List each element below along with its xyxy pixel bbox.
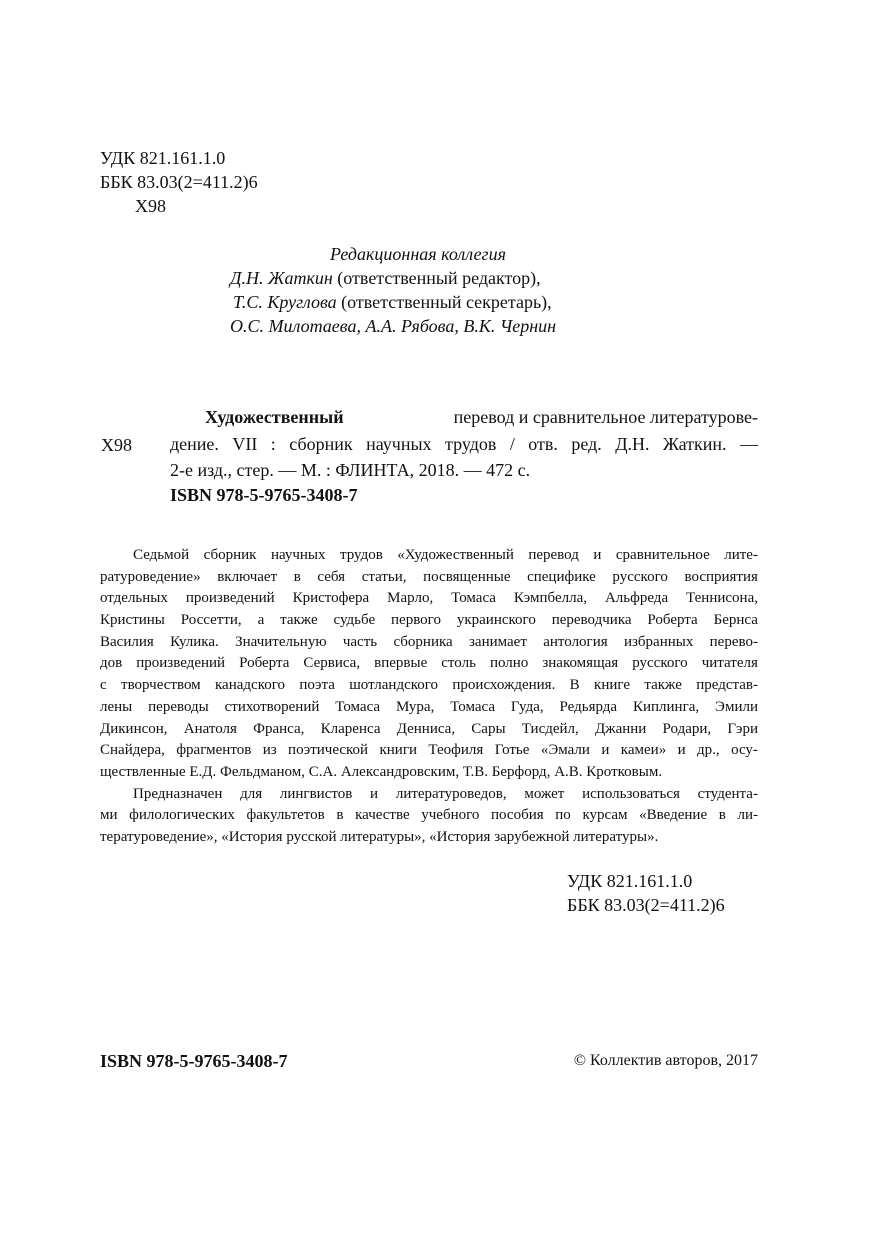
footer-isbn: ISBN 978-5-9765-3408-7 (100, 1051, 288, 1071)
udk-code: УДК 821.161.1.0 (567, 871, 693, 891)
annotation-line: дов произведений Роберта Сервиса, впервые столь полно знакомящая русского читателя (100, 655, 758, 672)
member-name: Д.Н. Жаткин (230, 268, 333, 288)
editorial-board-heading: Редакционная коллегия (330, 244, 506, 264)
card-line: дение. VII : сборник научных трудов / отв. ред. Д.Н. Жаткин. — (170, 433, 758, 454)
annotation-line: Дикинсон, Анатоля Франса, Кларенса Денниса, Сары Тисдейл, Джанни Родари, Гэри (100, 720, 758, 737)
member-name: Т.С. Круглова (233, 292, 337, 312)
annotation (100, 545, 758, 849)
annotation-line: Снайдера, фрагментов из поэтической книги Теофиля Готье «Эмали и камеи» и др., осу- (100, 742, 758, 759)
annotation-line: Седьмой сборник научных трудов «Художественный перевод и сравнительное лите- (133, 547, 758, 563)
annotation-line: отдельных произведений Кристофера Марло, Томаса Кэмпбелла, Альфреда Теннисона, (100, 590, 758, 607)
annotation-line: Василия Кулика. Значительную часть сборника занимает антология избранных перево- (100, 633, 758, 650)
board-member (230, 314, 556, 338)
catalog-card (170, 404, 758, 484)
classification-block-bottom (567, 869, 725, 917)
annotation-line: тературоведение», «История русской литературы», «История зарубежной литературы». (100, 828, 659, 845)
classification-block-top (100, 146, 258, 218)
annotation-line: лены переводы стихотворений Томаса Мура, Томаса Гуда, Редьярда Киплинга, Эмили (100, 698, 758, 715)
annotation-line: ществленные Е.Д. Фельдманом, С.А. Александровским, Т.В. Берфорд, А.В. Кротковым. (100, 763, 663, 780)
annotation-line: ратуроведение» включает в себя статьи, посвященные специфике русского восприятия (100, 568, 758, 585)
annotation-line: с творчеством канадского поэта шотландского происхождения. В книге также представ- (100, 677, 758, 694)
member-role: (ответственный редактор), (332, 268, 541, 288)
annotation-line: Предназначен для лингвистов и литературоведов, может использоваться студента- (133, 785, 758, 802)
card-line (205, 404, 758, 431)
board-member (230, 266, 541, 290)
author-mark: Х98 (135, 196, 166, 216)
copyright-notice: © Коллектив авторов, 2017 (573, 1052, 758, 1069)
member-name: О.С. Милотаева, А.А. Рябова, В.К. Чернин (230, 316, 557, 336)
udk-code: УДК 821.161.1.0 (100, 148, 226, 168)
annotation-line: Кристины Россетти, а также судьбе первого украинского переводчика Роберта Бернса (100, 612, 758, 629)
card-line: 2-е изд., стер. — М. : ФЛИНТА, 2018. — 472 с. (170, 460, 531, 480)
card-isbn: ISBN 978-5-9765-3408-7 (170, 485, 358, 505)
bbk-code: ББК 83.03(2=411.2)6 (567, 895, 725, 915)
board-member (233, 290, 552, 314)
card-author-mark: Х98 (101, 435, 132, 455)
annotation-line: ми филологических факультетов в качестве учебного пособия по курсам «Введение в ли- (100, 807, 758, 824)
card-title-bold: Художественный (205, 407, 344, 427)
bbk-code: ББК 83.03(2=411.2)6 (100, 172, 258, 192)
member-role: (ответственный секретарь), (336, 292, 552, 312)
card-line-text: перевод и сравнительное литературове- (453, 407, 758, 427)
